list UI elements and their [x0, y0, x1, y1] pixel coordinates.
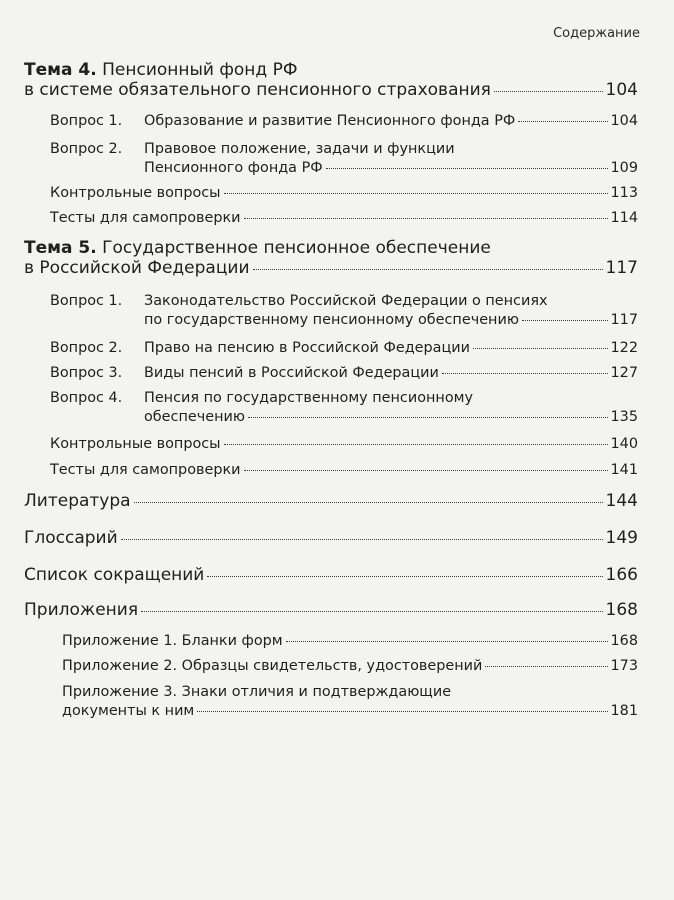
- q-text: Образование и развитие Пенсионного фонда РФ: [144, 113, 516, 129]
- toc-appendix-3[interactable]: [62, 683, 638, 721]
- leader-dots: [244, 218, 608, 219]
- section-title: Приложения: [24, 600, 139, 620]
- leader-dots: [121, 539, 603, 540]
- leader-dots: [141, 611, 602, 612]
- q-text-line2: по государственному пенсионному обеспечению: [144, 312, 519, 328]
- q-label: Вопрос 4.: [50, 390, 123, 406]
- item-page: 140: [610, 436, 638, 452]
- item-page: 113: [610, 185, 638, 201]
- q-label: Вопрос 2.: [50, 340, 123, 356]
- item-text: Контрольные вопросы: [50, 436, 221, 452]
- section-title: Глоссарий: [24, 528, 118, 548]
- leader-dots: [134, 502, 603, 503]
- toc-tema4-q1[interactable]: [50, 112, 638, 131]
- tema4-title-line2: в системе обязательного пенсионного страхования: [24, 80, 491, 100]
- toc-tema5-q2[interactable]: [50, 339, 638, 358]
- leader-dots: [522, 320, 608, 321]
- q-page: 117: [610, 312, 638, 328]
- q-label: Вопрос 1.: [50, 293, 123, 309]
- item-text: Тесты для самопроверки: [50, 462, 241, 478]
- toc-tema5-tests[interactable]: [50, 461, 638, 480]
- item-text: Тесты для самопроверки: [50, 210, 241, 226]
- leader-dots: [244, 470, 608, 471]
- item-text-line1: Приложение 3. Знаки отличия и подтверждающие: [62, 684, 452, 700]
- q-label: Вопрос 3.: [50, 365, 123, 381]
- q-text: Виды пенсий в Российской Федерации: [144, 365, 439, 381]
- toc-tema5[interactable]: [24, 238, 638, 278]
- toc-tema5-q1[interactable]: [50, 292, 638, 330]
- toc-tema4[interactable]: [24, 60, 638, 100]
- leader-dots: [253, 269, 603, 270]
- item-text: Приложение 1. Бланки форм: [62, 633, 283, 649]
- q-text-line2: обеспечению: [144, 409, 245, 425]
- tema5-title-line1: Государственное пенсионное обеспечение: [102, 238, 491, 258]
- item-page: 141: [610, 462, 638, 478]
- leader-dots: [485, 666, 607, 667]
- toc-appendix[interactable]: [24, 600, 638, 620]
- q-label: Вопрос 2.: [50, 141, 123, 157]
- leader-dots: [224, 444, 608, 445]
- q-page: 122: [610, 340, 638, 356]
- item-text: Приложение 2. Образцы свидетельств, удостоверений: [62, 658, 483, 674]
- tema5-title-line2: в Российской Федерации: [24, 258, 250, 278]
- q-label: Вопрос 1.: [50, 113, 123, 129]
- toc-tema4-control[interactable]: [50, 184, 638, 203]
- q-text-line1: Законодательство Российской Федерации о пенсиях: [144, 293, 548, 309]
- q-text-line1: Правовое положение, задачи и функции: [144, 141, 455, 157]
- section-page: 149: [605, 528, 638, 548]
- leader-dots: [326, 168, 608, 169]
- item-text: Контрольные вопросы: [50, 185, 221, 201]
- toc-tema4-q2[interactable]: [50, 140, 638, 178]
- leader-dots: [473, 348, 608, 349]
- section-page: 168: [605, 600, 638, 620]
- section-page: 144: [605, 491, 638, 511]
- toc-glossary[interactable]: [24, 528, 638, 548]
- toc-appendix-1[interactable]: [62, 632, 638, 651]
- leader-dots: [207, 576, 602, 577]
- leader-dots: [286, 641, 608, 642]
- item-page: 168: [610, 633, 638, 649]
- q-text-line2: Пенсионного фонда РФ: [144, 160, 323, 176]
- section-title: Литература: [24, 491, 131, 511]
- item-text-line2: документы к ним: [62, 703, 195, 719]
- tema5-label: Тема 5.: [24, 238, 97, 258]
- q-text: Право на пенсию в Российской Федерации: [144, 340, 470, 356]
- leader-dots: [494, 91, 603, 92]
- q-page: 109: [610, 160, 638, 176]
- tema4-page: 104: [605, 80, 638, 100]
- toc-literatura[interactable]: [24, 491, 638, 511]
- leader-dots: [248, 417, 608, 418]
- q-text-line1: Пенсия по государственному пенсионному: [144, 390, 473, 406]
- q-page: 104: [610, 113, 638, 129]
- section-title: Список сокращений: [24, 565, 205, 585]
- leader-dots: [224, 193, 608, 194]
- tema5-page: 117: [605, 258, 638, 278]
- section-page: 166: [605, 565, 638, 585]
- toc-tema4-tests[interactable]: [50, 209, 638, 228]
- q-page: 135: [610, 409, 638, 425]
- item-page: 114: [610, 210, 638, 226]
- toc-tema5-q4[interactable]: [50, 389, 638, 427]
- item-page: 181: [610, 703, 638, 719]
- toc-tema5-q3[interactable]: [50, 364, 638, 383]
- q-page: 127: [610, 365, 638, 381]
- leader-dots: [518, 121, 607, 122]
- leader-dots: [197, 711, 607, 712]
- leader-dots: [442, 373, 608, 374]
- tema4-title-line1: Пенсионный фонд РФ: [102, 60, 298, 80]
- tema4-label: Тема 4.: [24, 60, 97, 80]
- toc-tema5-control[interactable]: [50, 435, 638, 454]
- section-header: Содержание: [553, 26, 640, 41]
- item-page: 173: [610, 658, 638, 674]
- toc-abbreviations[interactable]: [24, 565, 638, 585]
- toc-appendix-2[interactable]: [62, 657, 638, 676]
